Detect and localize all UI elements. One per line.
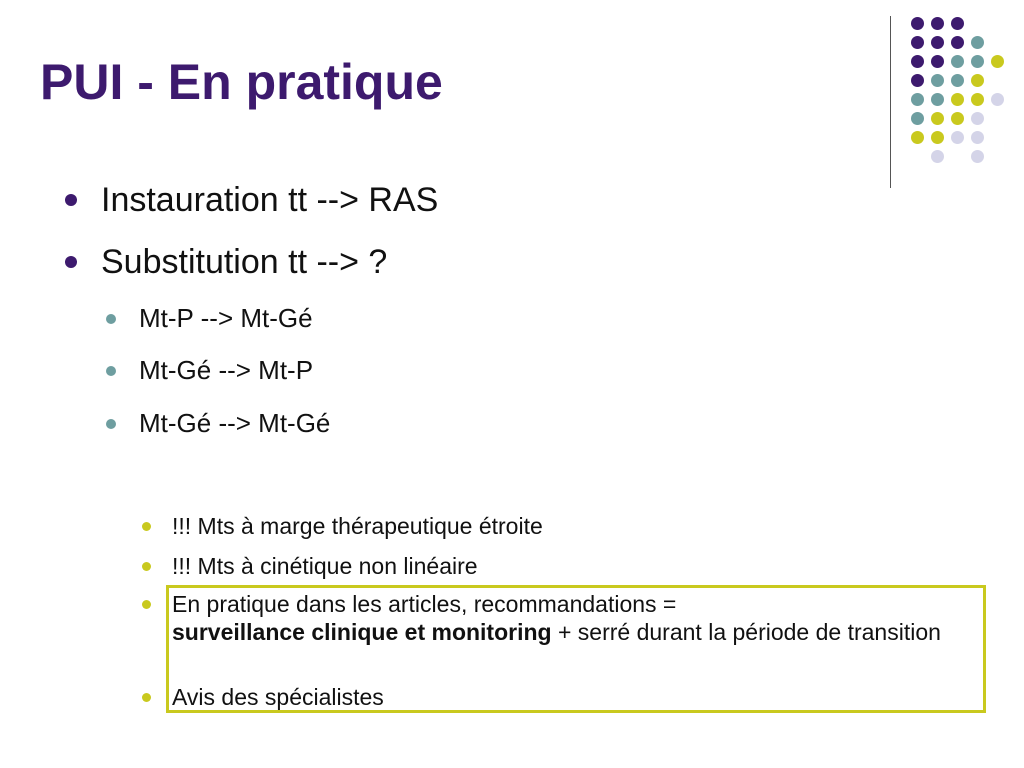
decor-dot [931,112,944,125]
bullet-marker [106,366,116,376]
bullet-text: Mt-P --> Mt-Gé [139,303,313,333]
boxed-paragraph [172,590,972,646]
decor-dot [931,93,944,106]
decor-dot [931,131,944,144]
bullet-text: Mt-Gé --> Mt-P [139,355,314,385]
decor-dot [931,36,944,49]
decor-dot [931,55,944,68]
bullet-marker [65,256,77,268]
bullet-text: !!! Mts à cinétique non linéaire [172,553,478,579]
decor-dot [991,93,1004,106]
decor-dot [991,55,1004,68]
decor-dot [951,55,964,68]
decor-dot [931,74,944,87]
bullet-text: Instauration tt --> RAS [101,181,439,219]
decor-dot [971,131,984,144]
decorative-divider [890,16,891,188]
bullet-marker [106,419,116,429]
bullet-marker [142,600,151,609]
decor-dot [911,74,924,87]
decor-dot [951,36,964,49]
decor-dot [911,112,924,125]
decor-dot [911,131,924,144]
bullet-text: Mt-Gé --> Mt-Gé [139,408,331,438]
decor-dot [971,36,984,49]
paragraph-text-end: + serré durant la période de transition [551,619,941,645]
paragraph-text: En pratique dans les articles, recommandations = [172,591,677,617]
decor-dot [931,150,944,163]
decorative-dot-grid [900,10,1020,170]
decor-dot [951,17,964,30]
bullet-text: Avis des spécialistes [172,684,384,710]
decor-dot [911,17,924,30]
bullet-marker [65,194,77,206]
bullet-marker [106,314,116,324]
bullet-marker [142,693,151,702]
decor-dot [971,112,984,125]
bullet-text: !!! Mts à marge thérapeutique étroite [172,513,543,539]
decor-dot [971,74,984,87]
decor-dot [911,36,924,49]
decor-dot [951,112,964,125]
decor-dot [971,93,984,106]
bullet-marker [142,562,151,571]
decor-dot [971,55,984,68]
bullet-text: Substitution tt --> ? [101,243,388,281]
decor-dot [951,74,964,87]
paragraph-bold-text: surveillance clinique et monitoring [172,619,552,645]
decor-dot [931,17,944,30]
decor-dot [971,150,984,163]
bullet-marker [142,522,151,531]
decor-dot [911,55,924,68]
decor-dot [911,93,924,106]
decor-dot [951,93,964,106]
decor-dot [951,131,964,144]
slide-title: PUI - En pratique [40,54,443,110]
